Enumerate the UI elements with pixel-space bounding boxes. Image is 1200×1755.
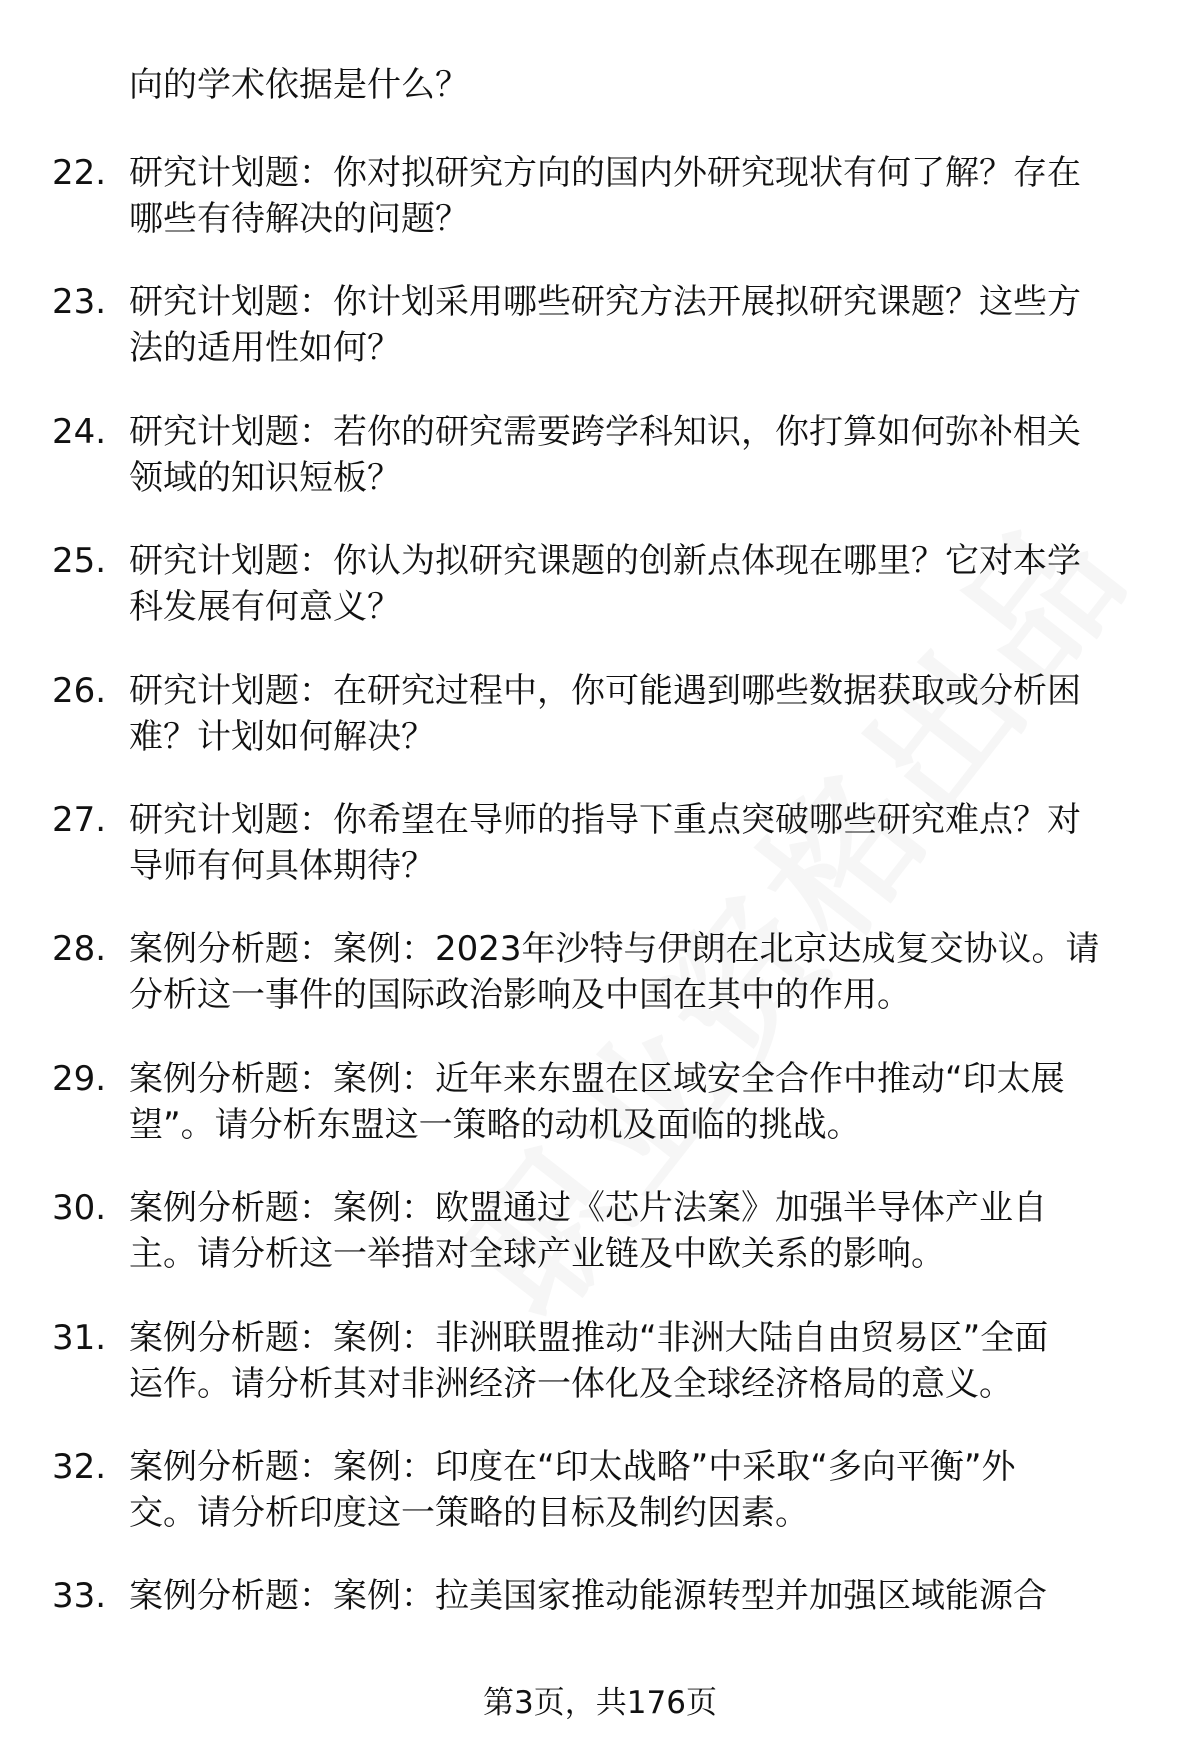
question-text-line: 运作。请分析其对非洲经济一体化及全球经济格局的意义。 [129, 1363, 1013, 1404]
question-text-line: 案例分析题：案例：拉美国家推动能源转型并加强区域能源合 [129, 1576, 1047, 1617]
question-text-line: 分析这一事件的国际政治影响及中国在其中的作用。 [129, 975, 911, 1016]
question-number: 29. [52, 1058, 107, 1099]
question-item [0, 409, 1200, 538]
question-item [0, 150, 1200, 279]
question-text [129, 1056, 1149, 1148]
question-item [0, 1315, 1200, 1444]
question-number: 23. [52, 282, 107, 323]
question-text-line: 研究计划题：你计划采用哪些研究方法开展拟研究课题？这些方 [129, 282, 1081, 323]
question-text-line: 科发展有何意义？ [129, 587, 401, 628]
question-item [0, 1185, 1200, 1314]
question-text-line: 望”。请分析东盟这一策略的动机及面临的挑战。 [129, 1104, 861, 1145]
question-number: 22. [52, 153, 107, 193]
question-item [0, 1444, 1200, 1573]
question-text-line: 哪些有待解决的问题？ [129, 199, 469, 239]
question-text-line: 案例分析题：案例：2023年沙特与伊朗在北京达成复交协议。请 [129, 929, 1100, 970]
question-text-line: 研究计划题：若你的研究需要跨学科知识，你打算如何弥补相关 [129, 411, 1081, 452]
question-text [129, 1573, 1149, 1619]
question-text [129, 150, 1149, 242]
question-item [0, 668, 1200, 797]
question-number: 32. [52, 1446, 107, 1487]
question-text [129, 1315, 1149, 1407]
question-text-line: 案例分析题：案例：非洲联盟推动“非洲大陆自由贸易区”全面 [129, 1317, 1049, 1358]
question-text [129, 797, 1149, 889]
question-list [0, 150, 1200, 1703]
question-item [0, 1056, 1200, 1185]
question-text [129, 409, 1149, 501]
question-text [129, 1444, 1149, 1536]
question-text-line: 案例分析题：案例：印度在“印太战略”中采取“多向平衡”外 [129, 1446, 1016, 1487]
question-item [0, 926, 1200, 1055]
question-text [129, 926, 1149, 1018]
question-text-line: 导师有何具体期待？ [129, 845, 435, 886]
question-text [129, 1185, 1149, 1277]
question-text-line: 研究计划题：你对拟研究方向的国内外研究现状有何了解？存在 [129, 153, 1081, 193]
question-text [129, 668, 1149, 760]
question-text-line: 研究计划题：你认为拟研究课题的创新点体现在哪里？它对本学 [129, 541, 1081, 582]
question-number: 33. [52, 1576, 107, 1617]
question-number: 27. [52, 799, 107, 840]
question-text-line: 研究计划题：在研究过程中，你可能遇到哪些数据获取或分析困 [129, 670, 1081, 711]
question-text-line: 研究计划题：你希望在导师的指导下重点突破哪些研究难点？对 [129, 799, 1081, 840]
question-item [0, 538, 1200, 667]
question-item [0, 797, 1200, 926]
question-text [129, 279, 1149, 371]
page-number: 第3页，共176页 [483, 1685, 717, 1721]
question-text-line: 案例分析题：案例：近年来东盟在区域安全合作中推动“印太展 [129, 1058, 1065, 1099]
question-item [0, 279, 1200, 408]
question-text-line: 法的适用性如何？ [129, 328, 401, 369]
question-text [129, 538, 1149, 630]
question-text-line: 领域的知识短板？ [129, 457, 401, 498]
question-number: 25. [52, 541, 107, 582]
question-number: 24. [52, 411, 107, 452]
question-number: 30. [52, 1188, 107, 1229]
continued-question-text: 向的学术依据是什么？ [129, 65, 469, 105]
question-text-line: 难？计划如何解决？ [129, 716, 435, 757]
question-text-line: 主。请分析这一举措对全球产业链及中欧关系的影响。 [129, 1234, 945, 1275]
question-text-line: 案例分析题：案例：欧盟通过《芯片法案》加强半导体产业自 [129, 1188, 1047, 1229]
question-number: 31. [52, 1317, 107, 1358]
question-number: 26. [52, 670, 107, 711]
question-number: 28. [52, 929, 107, 970]
question-text-line: 交。请分析印度这一策略的目标及制约因素。 [129, 1492, 809, 1533]
